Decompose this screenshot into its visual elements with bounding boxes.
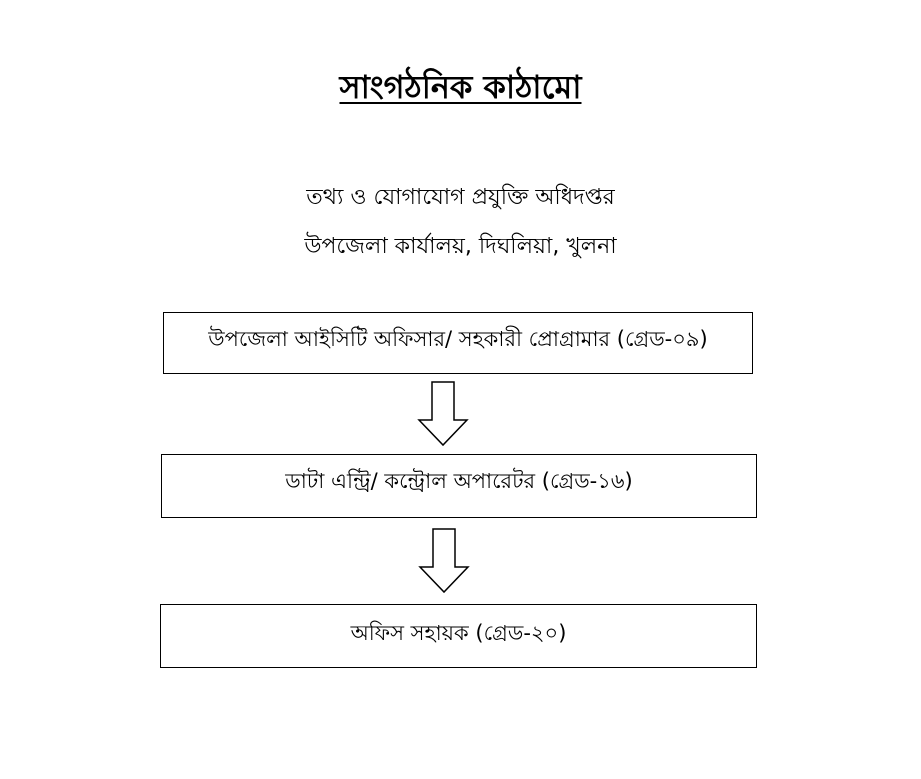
org-box-label: অফিস সহায়ক (গ্রেড-২০) <box>350 621 567 645</box>
org-box-ict-officer <box>163 312 753 374</box>
org-box-label: উপজেলা আইসিটি অফিসার/ সহকারী প্রোগ্রামার (গ্রেড-০৯) <box>208 327 708 351</box>
down-arrow-icon <box>418 528 470 594</box>
office-location: উপজেলা কার্যালয়, দিঘলিয়া, খুলনা <box>304 234 617 259</box>
down-arrow-icon <box>417 381 469 447</box>
org-box-label: ডাটা এন্ট্রি/ কন্ট্রোল অপারেটর (গ্রেড-১৬) <box>285 469 633 493</box>
office-name: তথ্য ও যোগাযোগ প্রযুক্তি অধিদপ্তর <box>306 185 615 210</box>
org-box-office-assistant <box>160 604 757 668</box>
page-title: সাংগঠনিক কাঠামো <box>339 68 582 106</box>
org-box-data-entry-operator <box>161 454 757 518</box>
